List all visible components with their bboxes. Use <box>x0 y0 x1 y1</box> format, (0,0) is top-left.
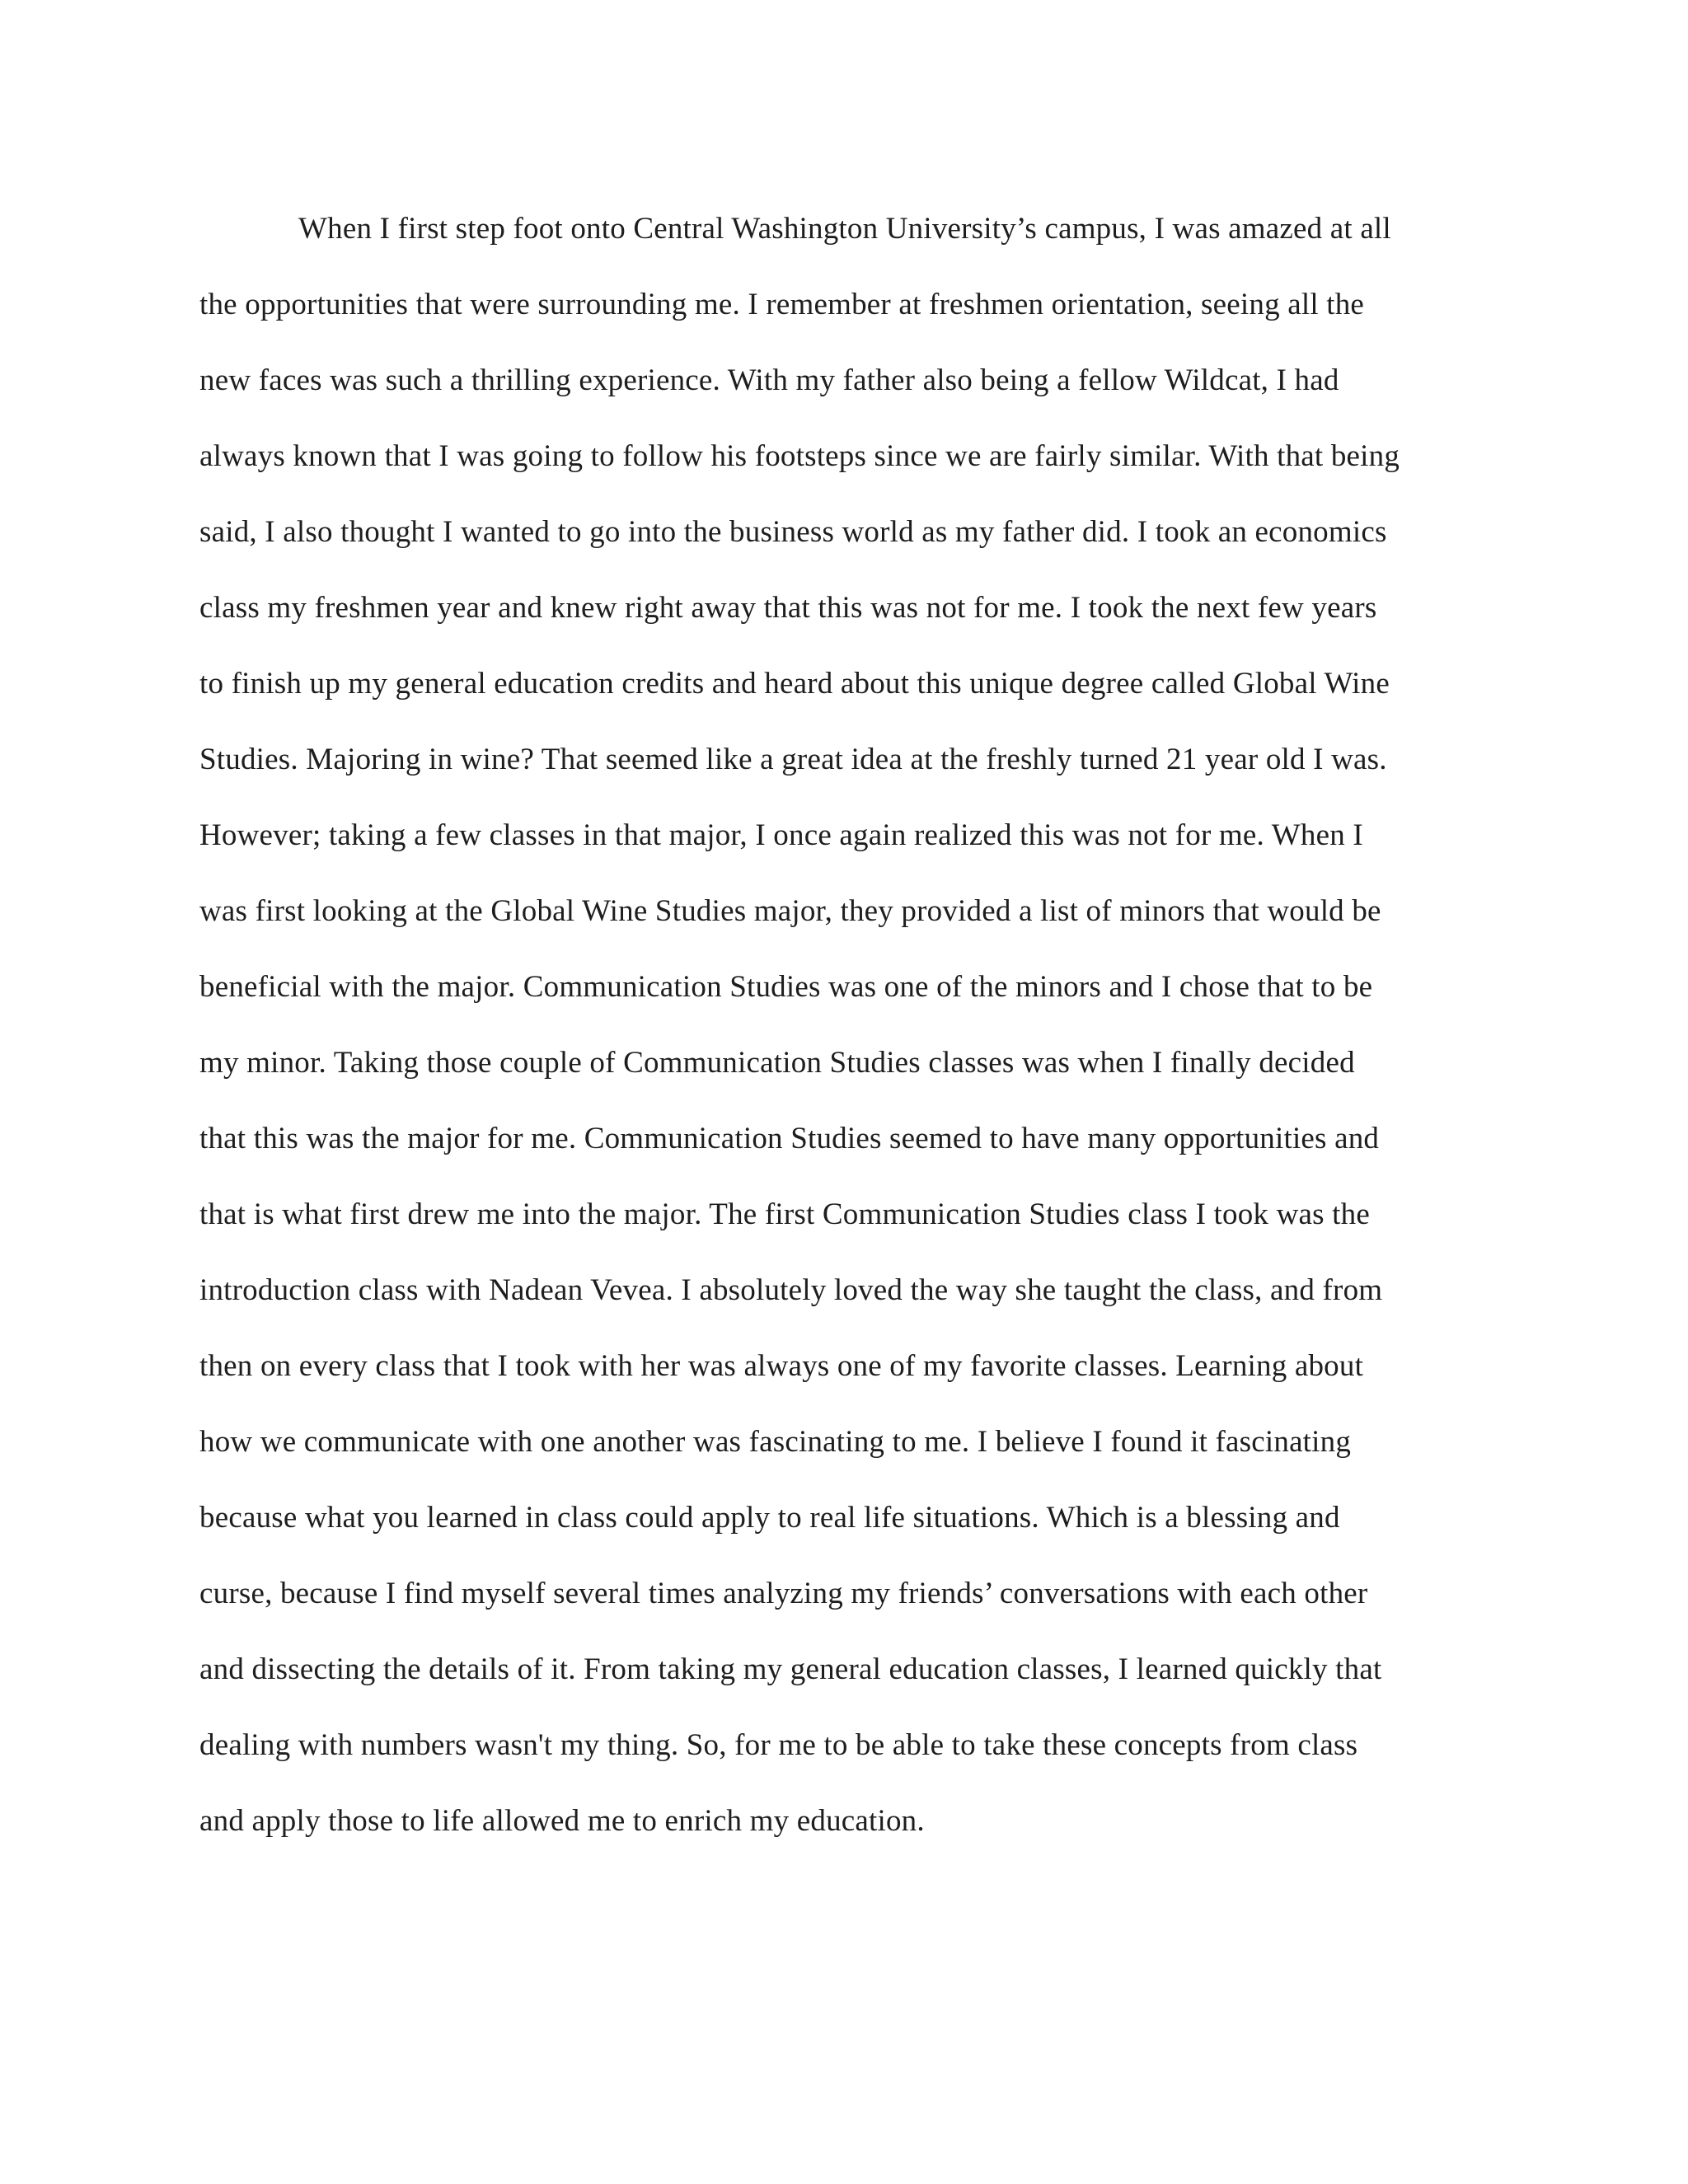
paragraph-line: beneficial with the major. Communication Studies was one of the minors and I chose that to be <box>199 970 1373 1004</box>
paragraph-line: class my freshmen year and knew right away that this was not for me. I took the next few years <box>199 591 1377 625</box>
paragraph-line: that is what first drew me into the major. The first Communication Studies class I took was the <box>199 1197 1370 1231</box>
paragraph-line: was first looking at the Global Wine Studies major, they provided a list of minors that would be <box>199 894 1381 928</box>
paragraph-line: that this was the major for me. Communication Studies seemed to have many opportunities and <box>199 1122 1380 1155</box>
paragraph-line: dealing with numbers wasn't my thing. So, for me to be able to take these concepts from class <box>199 1728 1358 1762</box>
paragraph-line: my minor. Taking those couple of Communication Studies classes was when I finally decided <box>199 1046 1355 1080</box>
paragraph-line: and apply those to life allowed me to enrich my education. <box>199 1804 925 1838</box>
paragraph-line: However; taking a few classes in that major, I once again realized this was not for me. When I <box>199 818 1363 852</box>
paragraph-line: always known that I was going to follow his footsteps since we are fairly similar. With that being <box>199 439 1400 473</box>
paragraph-line: and dissecting the details of it. From taking my general education classes, I learned quickly that <box>199 1652 1382 1686</box>
paragraph-line: introduction class with Nadean Vevea. I absolutely loved the way she taught the class, and from <box>199 1273 1383 1307</box>
essay-paragraph <box>199 191 1518 1859</box>
paragraph-line: Studies. Majoring in wine? That seemed like a great idea at the freshly turned 21 year old I was. <box>199 743 1387 776</box>
paragraph-line: how we communicate with one another was fascinating to me. I believe I found it fascinating <box>199 1425 1352 1459</box>
paragraph-line: When I first step foot onto Central Washington University’s campus, I was amazed at all <box>298 212 1391 246</box>
paragraph-line: said, I also thought I wanted to go into the business world as my father did. I took an economics <box>199 515 1387 549</box>
paragraph-line: because what you learned in class could apply to real life situations. Which is a blessing and <box>199 1501 1340 1535</box>
paragraph-line: new faces was such a thrilling experience. With my father also being a fellow Wildcat, I had <box>199 363 1339 397</box>
paragraph-line: to finish up my general education credits and heard about this unique degree called Global Wine <box>199 667 1390 701</box>
paragraph-line: the opportunities that were surrounding me. I remember at freshmen orientation, seeing all the <box>199 288 1365 321</box>
paragraph-line: curse, because I find myself several times analyzing my friends’ conversations with each other <box>199 1577 1368 1610</box>
paragraph-line: then on every class that I took with her was always one of my favorite classes. Learning about <box>199 1349 1364 1383</box>
